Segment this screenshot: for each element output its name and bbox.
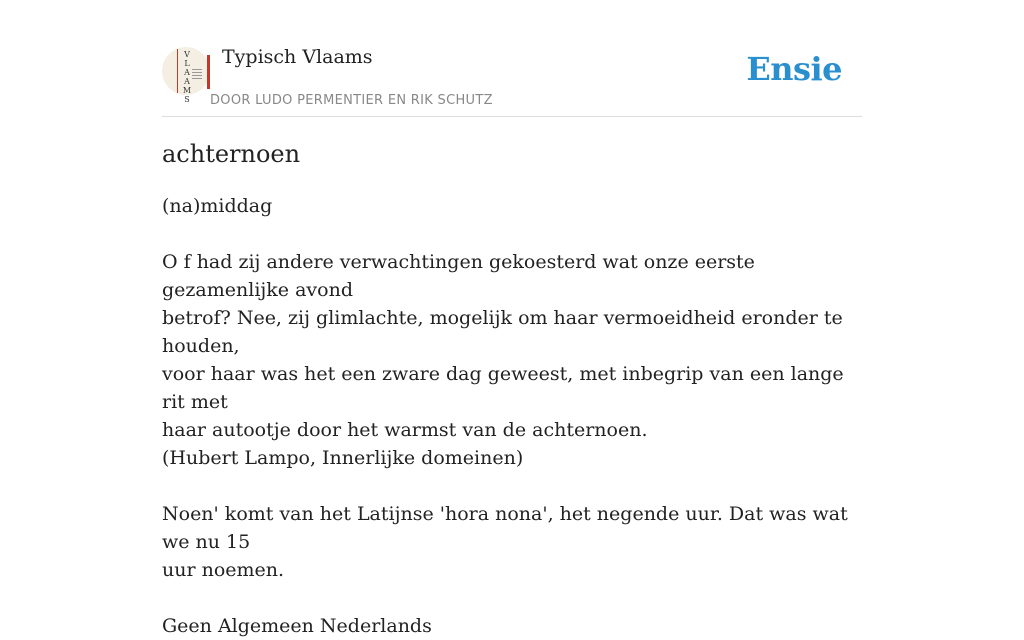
entry-word: achternoen bbox=[162, 140, 301, 168]
cover-letter: A bbox=[184, 77, 190, 86]
cover-letter: V bbox=[184, 50, 190, 59]
note-line: uur noemen. bbox=[162, 559, 285, 581]
cover-letter: S bbox=[184, 95, 190, 104]
book-authors: DOOR LUDO PERMENTIER EN RIK SCHUTZ bbox=[210, 93, 493, 108]
cover-letter: A bbox=[184, 68, 190, 77]
book-title-link[interactable]: Typisch Vlaams bbox=[222, 46, 373, 68]
example-line: O f had zij andere verwachtingen gekoesterd wat onze eerste gezamenlijke avond bbox=[162, 251, 755, 301]
book-cover-image[interactable] bbox=[162, 47, 210, 104]
note-line: Noen' komt van het Latijnse 'hora nona', het negende uur. Dat was wat we nu 15 bbox=[162, 503, 848, 553]
footer-partial-text: Geen Algemeen Nederlands bbox=[162, 615, 432, 637]
cover-stripe bbox=[177, 49, 178, 93]
entry-body bbox=[162, 192, 862, 640]
entry-header bbox=[162, 0, 862, 117]
example-citation: (Hubert Lampo, Innerlijke domeinen) bbox=[162, 447, 524, 469]
cover-letter: M bbox=[182, 86, 192, 95]
ensie-logo-link[interactable]: Ensie bbox=[746, 50, 842, 88]
entry-definition: (na)middag bbox=[162, 195, 273, 217]
cover-text-lines bbox=[192, 69, 202, 81]
cover-lettering bbox=[182, 50, 192, 104]
cover-letter: L bbox=[184, 59, 190, 68]
page-content bbox=[162, 0, 862, 637]
example-line: haar autootje door het warmst van de achternoen. bbox=[162, 419, 648, 441]
example-line: voor haar was het een zware dag geweest, met inbegrip van een lange rit met bbox=[162, 363, 844, 413]
example-line: betrof? Nee, zij glimlachte, mogelijk om haar vermoeidheid eronder te houden, bbox=[162, 307, 843, 357]
cover-stripe-edge bbox=[207, 55, 210, 89]
